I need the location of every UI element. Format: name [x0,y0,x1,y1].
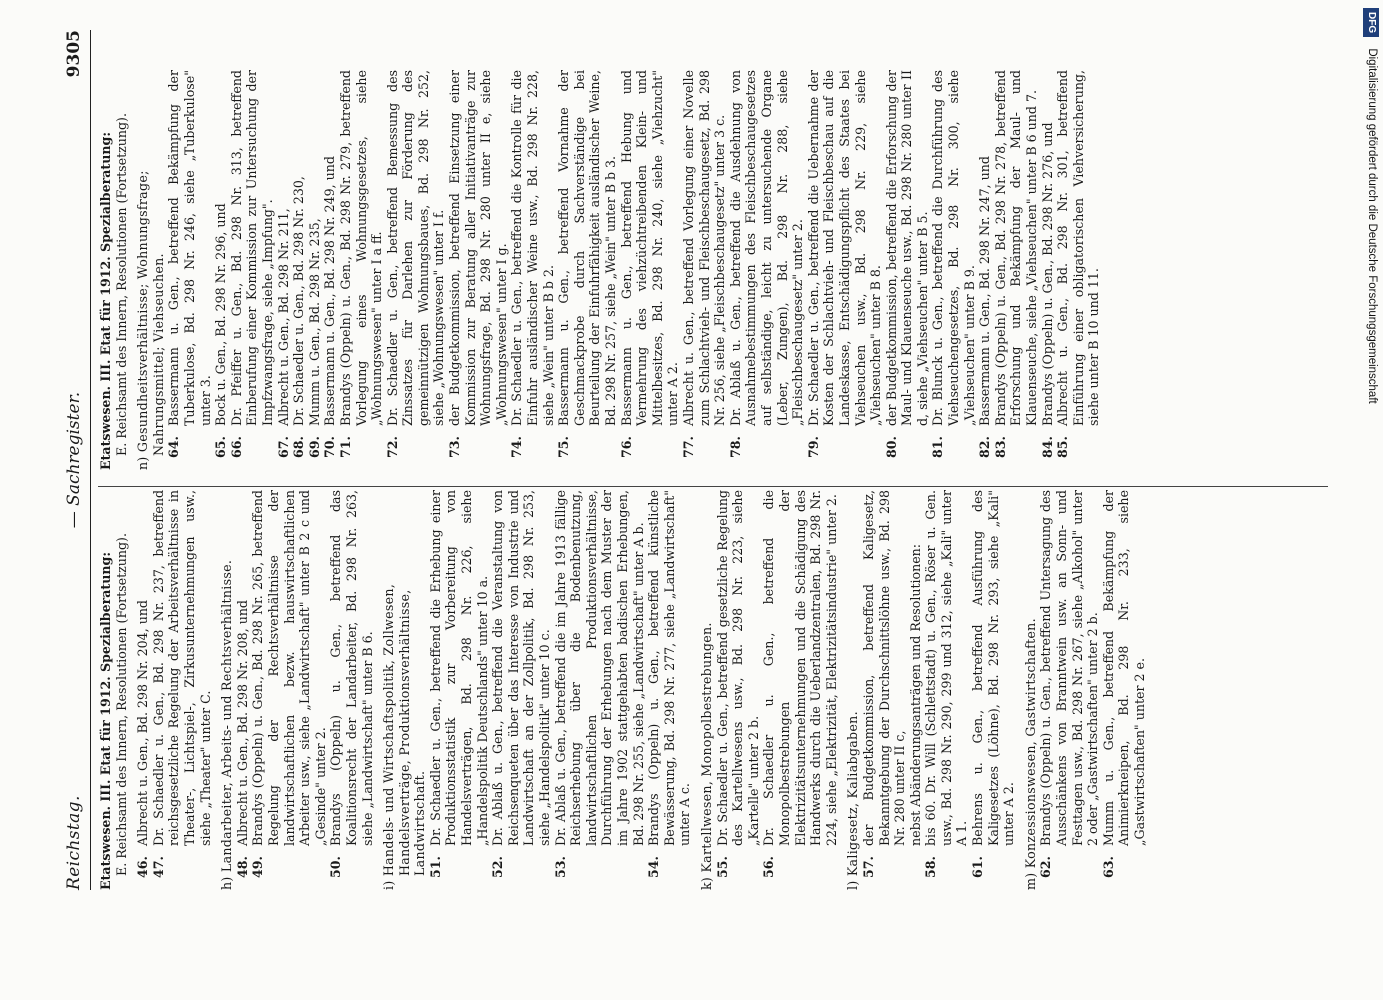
register-entry [328,490,375,890]
entry-text: Dr. Ablaß u. Gen., betreffend die Veranstaltung von Reichsenqueten über das Interesse von Industrie und Landwirtschaft an der Zollpolitik, Bd. 298 Nr. 253, siehe „Handelspolitik" unter 10 c. [490,490,553,846]
entry-text: Dr. Pfeiffer u. Gen., Bd. 298 Nr. 313, betreffend Einberufung einer Kommission zur Untersuchung der Impfzwangsfrage, siehe „Impfung". [228,70,275,426]
register-entry [923,490,970,890]
entry-number: 62. [1038,856,1054,878]
entry-number: 64. [166,436,182,458]
entry-text: Bassermann u. Gen., betreffend Hebung und Vermehrung des viehzüchtreibenden Klein- und Mittelbesitzes, Bd. 298 Nr. 240, siehe „Viehzucht" unter A 2. [618,70,681,426]
register-entry [1038,490,1100,890]
page-header [64,30,90,890]
register-entry [135,490,151,890]
register-entry [291,70,307,470]
register-entry [553,490,647,890]
entry-text: Albrecht u. Gen., Bd. 298 Nr. 204, und [135,600,151,846]
register-entry [1040,70,1056,470]
entry-number: 69. [306,436,322,458]
entry-text: Bock u. Gen., Bd. 298 Nr. 296, und [213,203,229,426]
entry-number: 51. [427,856,443,878]
right-entries [135,70,1102,470]
section-heading: h) Landarbeiter, Arbeits- und Rechtsverhältnisse. [219,559,235,890]
entry-text: nebst Abänderungsanträgen und Resolutionen: [907,543,923,846]
entry-text: Dr. Schaedler u. Gen., betreffend die Erhebung einer Produktionsstatistik zur Vorbereitung von Handelsverträgen, Bd. 298 Nr. 226, siehe „Handelspolitik Deutschlands" unter 10 a. [427,490,490,846]
entry-number: 73. [447,436,463,458]
dfg-logo: DFG [1363,8,1379,37]
entry-text: Dr. Ablaß u. Gen., betreffend die Ausdehnung von Ausnahmebestimmungen des Fleischbeschaugesetzes auf selbständige, leicht zu untersuchende Organe (Leber, Zungen), Bd. 298 Nr. 288, siehe „Fleischbeschaugesetz" unter 2. [727,70,806,426]
left-column [98,490,1148,890]
entry-text: Dr. Schaedler u. Gen., betreffend gesetzliche Regelung des Kartellwesens usw., Bd. 298 Nr. 223, siehe „Kartelle" unter 2 b. [714,490,761,846]
entry-number: 67. [275,436,291,458]
entry-number: 66. [228,436,244,458]
entry-text: Bassermann u. Gen., betreffend Vornahme der Geschmackprobe durch Sachverständige bei Beurteilung der Einfuhrfähigkeit ausländischer Weine, Bd. 298 Nr. 257, siehe „Wein" unter B b 3. [556,70,618,426]
right-running-title-line: Etatswesen. III. Etat für 1912. Spezialberatung: [98,132,113,470]
entry-number: 46. [135,856,151,878]
register-entry [1055,70,1102,470]
register-entry [556,70,618,470]
entry-number: 80. [883,436,899,458]
entry-number: 57. [860,856,876,878]
entry-number: 75. [556,436,572,458]
entry-text: Mumm u. Gen., betreffend Bekämpfung der Animierkneipen, Bd. 298 Nr. 233, siehe „Gastwirtschaften" unter 2 e. [1100,490,1147,846]
entry-number: 58. [923,856,939,878]
header-left: Reichstag. [64,795,84,890]
page-number: 9305 [64,30,84,78]
entry-text: Brandys (Oppeln) u. Gen., Bd. 298 Nr. 278, betreffend Erforschung und Bekämpfung der Maul- und Klauenseuche, siehe „Viehseuchen" unter B 6 und 7. [992,70,1040,426]
register-entry [908,490,924,890]
entry-text: Dr. Schaedler u. Gen., Bd. 298 Nr. 230, [291,176,307,426]
entry-text: Albrecht u. Gen., betreffend Vorlegung einer Novelle zum Schlachtvieh- und Fleischbeschaugesetz, Bd. 298 Nr. 256, siehe „Fleischbeschaugesetz" unter 3 c. [680,70,728,426]
register-entry [166,70,213,470]
entry-text: Dr. Schaedler u. Gen., betreffend die Uebernahme der Kosten der Schlachtvieh- und Fleischbeschau auf die Landeskasse, Entschädigungspflicht des Staates bei Viehseuchen usw., Bd. 298 Nr. 229, siehe „Viehseuchen" unter B 8. [805,70,884,426]
entry-number: 52. [490,856,506,878]
section-heading: k) Kartellwesen, Monopolbestrebungen. [698,622,714,890]
entry-number: 63. [1100,856,1116,878]
entry-text: Brandys (Oppeln) u. Gen., betreffend das Koalitionsrecht der Landarbeiter, Bd. 298 Nr. 263, siehe „Landwirtschaft" unter B 6. [328,490,375,846]
left-entries [135,490,1147,890]
register-entry [229,70,276,470]
entry-text: Dr. Ablaß u. Gen., betreffend die im Jahre 1913 fällige Reichserhebung über die Bodenbenutzung, landwirtschaftlichen Produktionsverhältnisse, Durchführung der Erhebungen nach dem Muster der im Jahre 1902 stattgehabten badischen Erhebungen, Bd. 298 Nr. 255, siehe „Landwirtschaft" unter A b. [552,490,646,846]
entry-text: Brandys (Oppeln) u. Gen., betreffend Untersagung des Ausschänkens von Branntwein usw. an Sonn- und Festtagen usw., Bd. 298 Nr. 267, siehe „Alkohol" unter 2 oder „Gastwirtschaften" unter 2 b. [1038,490,1101,846]
entry-number: 82. [977,436,993,458]
entry-text: Bassermann u. Gen., Bd. 298 Nr. 247, und [977,156,993,426]
register-entry [235,490,251,890]
entry-number: 81. [930,436,946,458]
entry-number: 61. [970,856,986,878]
entry-text: Brandys (Oppeln) u. Gen., betreffend künstliche Bewässerung, Bd. 298 Nr. 277, siehe „Landwirtschaft" unter A c. [646,490,693,846]
entry-text: Behrens u. Gen., betreffend Ausführung des Kaligesetzes (Löhne), Bd. 298 Nr. 293, siehe „Kali" unter A 2. [970,490,1017,846]
entry-text: Dr. Schaedler u. Gen., betreffend die Monopolbestrebungen der Elektrizitätsunternehmungen und die Schädigung des Handwerks durch die Ueberlandzentralen, Bd. 298 Nr. 224, siehe „Elektrizität, Elektrizitätsindustrie" unter 2. [761,490,839,846]
entry-text: Brandys (Oppeln) u. Gen., Bd. 298 Nr. 279, betreffend Vorlegung eines Wohnungsgesetzes, siehe „Wohnungswesen" unter I a ff. [337,70,385,426]
entry-number: 72. [384,436,400,458]
entry-text: Brandys (Oppeln) u. Gen., Bd. 298 Nr. 265, betreffend Regelung der Rechtsverhältnisse der landwirtschaftlichen bezw. hauswirtschaftlichen Arbeiter usw., siehe „Landwirtschaft" unter B 2 c und „Gesinde" unter 2. [250,490,328,846]
entry-number: 84. [1039,436,1055,458]
register-entry [447,70,509,470]
entry-number: 70. [322,436,338,458]
entry-text: Bassermann u. Gen., Bd. 298 Nr. 249, und [322,156,338,426]
entry-text: Dr. Schaedler u. Gen., betreffend Bemessung des Zinssatzes für Darlehen zur Förderung des gemeinnützigen Wohnungsbaues, Bd. 298 Nr. 252, siehe „Wohnungswesen" unter I f. [384,70,447,426]
entry-text: der Budgetkommission, betreffend Kaligesetz, Bekanntgebung der Durchschnittslöhne usw., Bd. 298 Nr. 280 unter II c, [860,490,908,846]
entry-number: 54. [646,856,662,878]
register-entry [619,70,681,470]
entry-text: Dr. Blunck u. Gen., betreffend die Durchführung des Viehseuchengesetzes, Bd. 298 Nr. 300, siehe „Viehseuchen" unter B 9. [930,70,977,426]
entry-number: 53. [552,856,568,878]
entry-number: 49. [250,856,266,878]
register-entry [715,490,762,890]
column-divider [98,486,1328,487]
entry-text: Albrecht u. Gen., Bd. 298 Nr. 301, betreffend Einführung einer obligatorischen Viehversicherung, siehe unter B 10 und 11. [1055,70,1102,426]
entry-number: 85. [1055,436,1071,458]
left-running-subtitle: E. Reichsamt des Innern, Resolutionen (Fortsetzung). [113,533,129,876]
right-column [98,70,1102,470]
entry-number: 83. [992,436,1008,458]
entry-text: Albrecht u. Gen., Bd. 298 Nr. 211, [275,208,291,426]
register-entry [428,490,490,890]
right-running-title [98,70,129,470]
register-entry [993,70,1040,470]
entry-text: Dr. Schaedler u. Gen., Bd. 298 Nr. 237, betreffend reichsgesetzliche Regelung der Arbeitsverhältnisse in Theater-, Lichtspiel-, Zirkusunternehmungen usw., siehe „Theater" unter C. [150,490,213,846]
register-entry [728,70,806,470]
right-running-subtitle: E. Reichsamt des Innern, Resolutionen (Fortsetzung). [113,113,129,456]
section-heading: n) Gesundheitsverhältnisse; Wohnungsfrage; Nahrungsmittel; Viehseuchen. [135,170,166,470]
entry-number: 71. [337,436,353,458]
entry-number: 47. [150,856,166,878]
register-entry [307,70,323,470]
section-heading: m) Konzessionswesen, Gastwirtschaften. [1022,618,1038,890]
register-entry [681,70,728,470]
entry-number: 77. [680,436,696,458]
register-entry [977,70,993,470]
entry-number: 65. [213,436,229,458]
entry-text: Brandys (Oppeln) u. Gen., Bd. 298 Nr. 276, und [1039,122,1055,426]
register-entry [213,70,229,470]
register-entry [884,70,931,470]
entry-number: 68. [291,436,307,458]
register-entry [509,70,556,470]
digitization-note [1361,8,1383,993]
left-running-title [98,490,129,890]
left-running-title-line: Etatswesen. III. Etat für 1912. Spezialberatung: [98,552,113,890]
register-entry [806,70,884,470]
entry-text: Bassermann u. Gen., betreffend Bekämpfung der Tuberkulose, Bd. 298 Nr. 246, siehe „Tuberkulose" unter 3. [166,70,213,426]
entry-text: Dr. Schaedler u. Gen., betreffend die Kontrolle für die Einfuhr ausländischer Weine usw., Bd. 298 Nr. 228, siehe „Wein" unter B b 2. [509,70,556,426]
header-center: — Sachregister. [64,391,84,529]
register-entry [338,70,385,470]
register-entry [490,490,552,890]
entry-text: bis 60. Dr. Will (Schlettstadt) u. Gen., Röser u. Gen. usw., Bd. 298 Nr. 290, 299 und 312, siehe „Kali" unter A 1. [923,490,970,846]
entry-number: 55. [714,856,730,878]
entry-text: Albrecht u. Gen., Bd. 298 Nr. 208, und [234,600,250,846]
entry-number: 74. [509,436,525,458]
register-entry [151,490,213,890]
register-entry [322,70,338,470]
register-entry [276,70,292,470]
entry-number: 48. [234,856,250,878]
register-entry [250,490,328,890]
section-heading: l) Kaligesetz, Kaliabgaben. [845,711,861,890]
register-entry [646,490,693,890]
register-entry [970,490,1017,890]
register-entry [861,490,908,890]
entry-number: 56. [761,856,777,878]
entry-number: 79. [805,436,821,458]
entry-number: 50. [328,856,344,878]
entry-text: Mumm u. Gen., Bd. 298 Nr. 235, [306,218,322,426]
register-entry [761,490,839,890]
register-entry [1101,490,1148,890]
header-rule [90,30,91,890]
section-heading: i) Handels- und Wirtschaftspolitik, Zollwesen, Handelsverträge, Produktionsverhältnisse, Landwirtschaft. [381,583,428,890]
register-entry [930,70,977,470]
entry-text: der Budgetkommission, betreffend Einsetzung einer Kommission zur Beratung aller Initiativanträge zur Wohnungsfrage, Bd. 298 Nr. 280 unter II e, siehe „Wohnungswesen" unter I g. [447,70,509,426]
entry-text: der Budgetkommission, betreffend die Erforschung der Maul- und Klauenseuche usw., Bd. 298 Nr. 280 unter II d, siehe „Viehseuchen" unter B 5. [883,70,930,426]
entry-number: 76. [618,436,634,458]
digitization-note-text: Digitalisierung gefördert durch die Deutsche Forschungsgemeinschaft [1366,48,1378,404]
entry-number: 78. [727,436,743,458]
register-entry [385,70,447,470]
